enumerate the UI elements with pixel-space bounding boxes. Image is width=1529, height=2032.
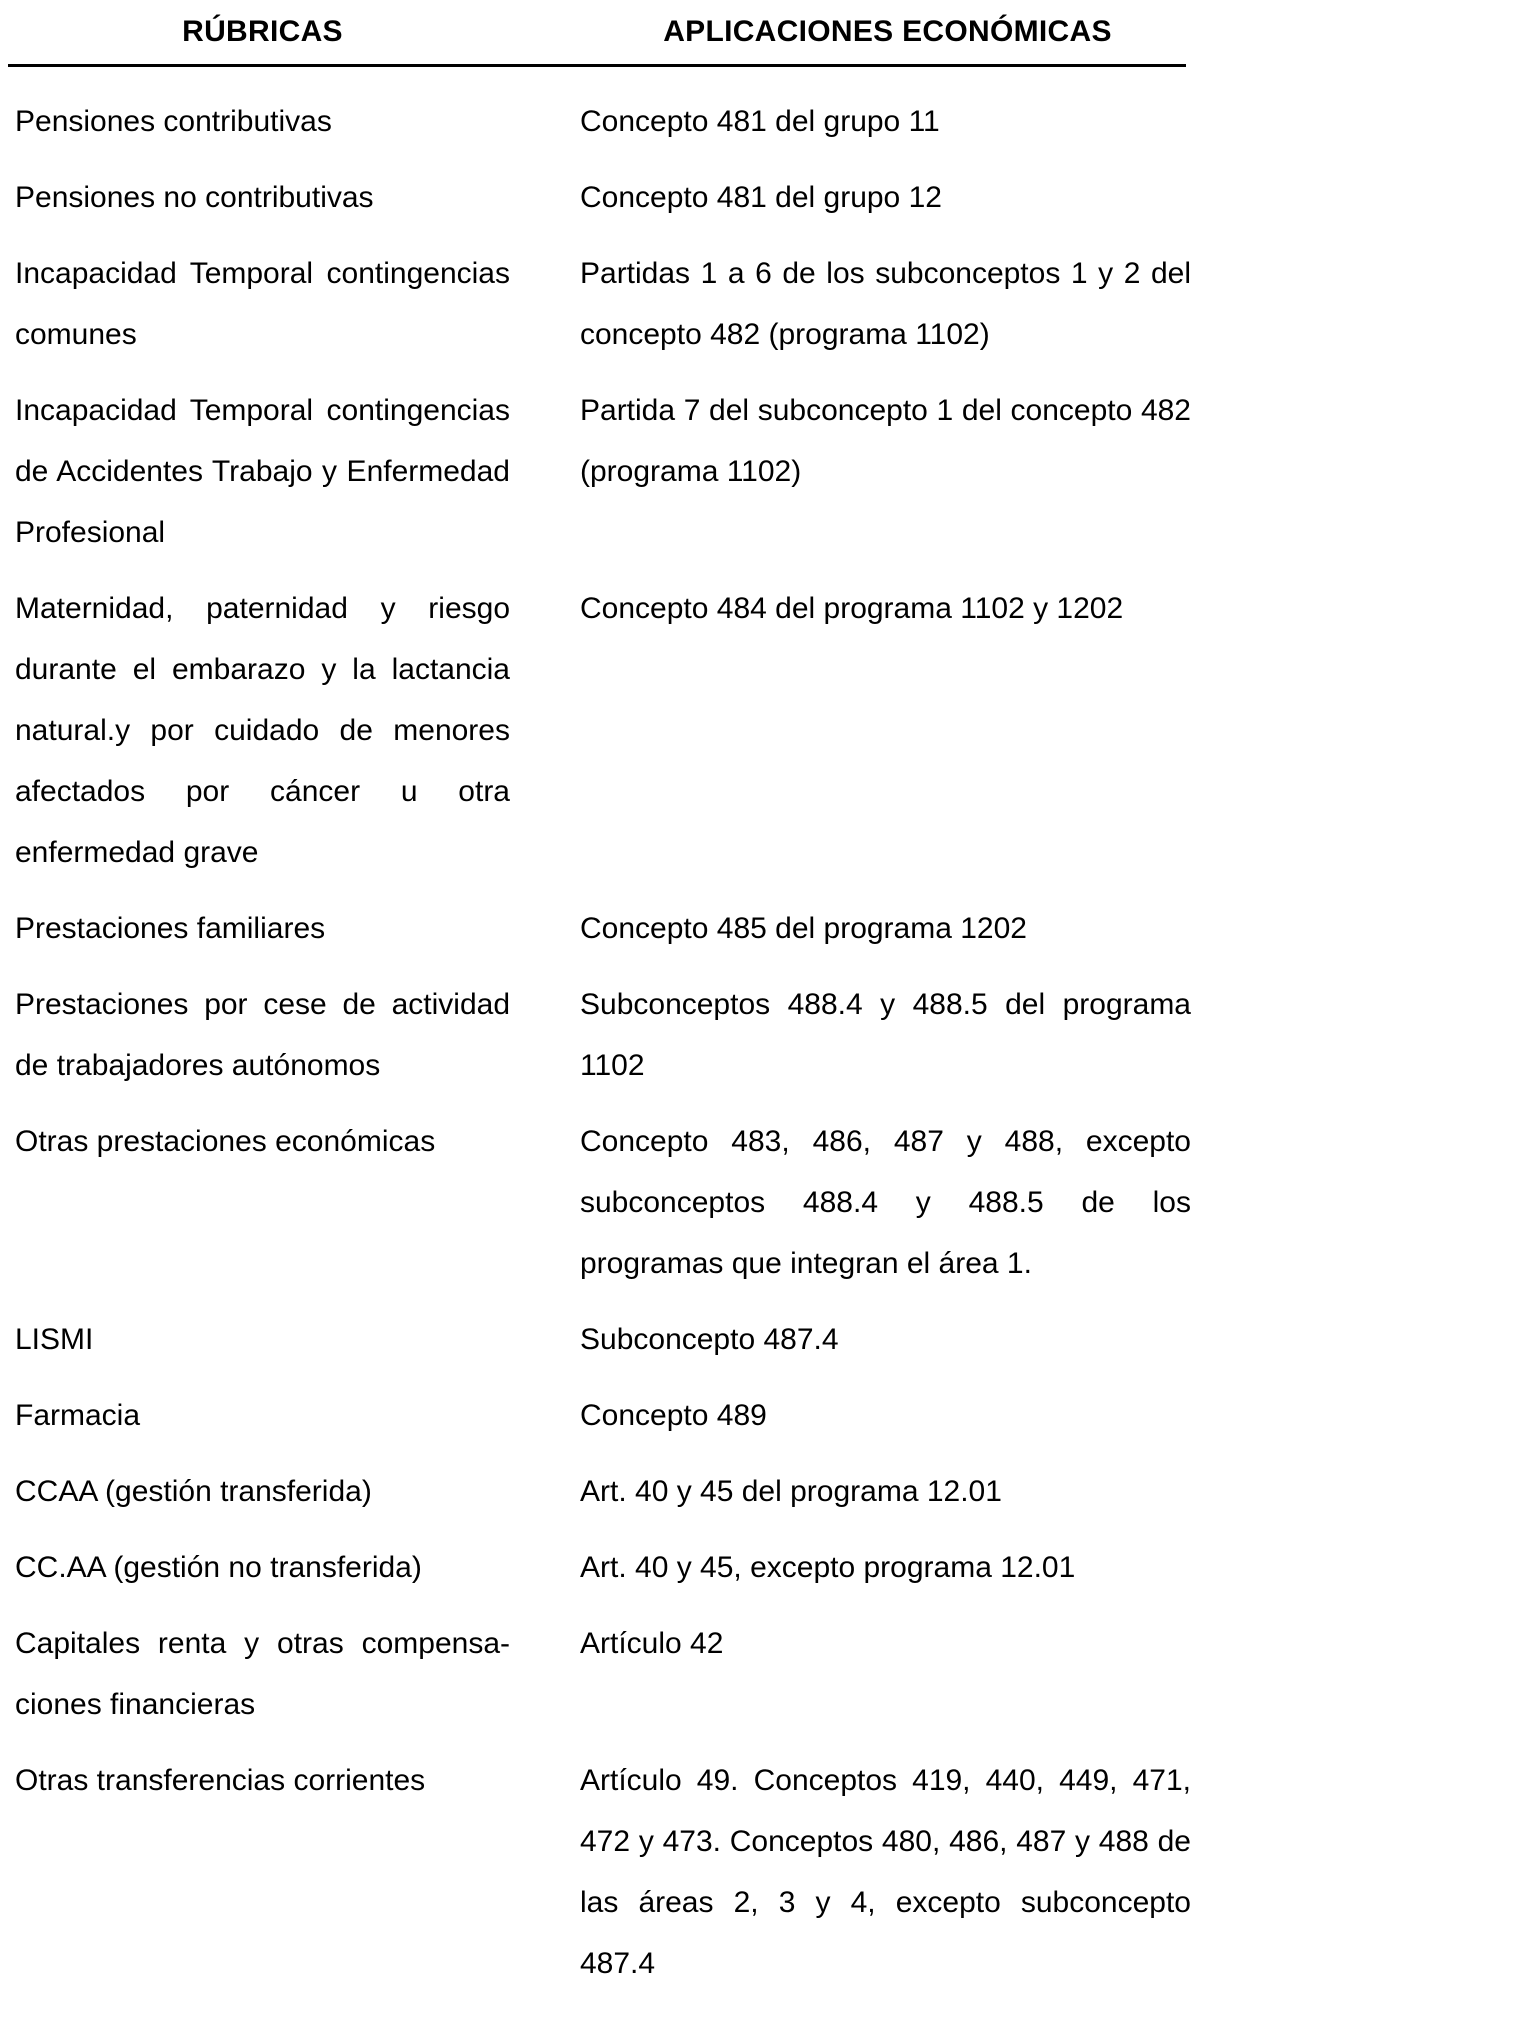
table-row (15, 1537, 1200, 1598)
aplicacion-cell: Concepto 481 del grupo 11 (580, 105, 940, 138)
rubrica-cell: LISMI (15, 1323, 94, 1356)
table-row (15, 91, 1200, 152)
rubrica-cell: Incapacidad Temporal contingencias comunes (15, 257, 510, 351)
rubrica-cell: Prestaciones familiares (15, 912, 326, 945)
aplicacion-cell: Artículo 42 (580, 1627, 724, 1660)
aplicacion-cell: Concepto 484 del programa 1102 y 1202 (580, 592, 1124, 625)
table-row (15, 167, 1200, 228)
aplicacion-cell: Concepto 481 del grupo 12 (580, 181, 942, 214)
rubrica-cell: Otras prestaciones económicas (15, 1125, 436, 1158)
table-row (15, 974, 1200, 1096)
rubrica-cell: Prestaciones por cese de actividad de trabajadores autónomos (15, 988, 510, 1082)
aplicacion-cell: Subconcepto 487.4 (580, 1323, 839, 1356)
table-row (15, 380, 1200, 563)
rubrica-cell: Capitales renta y otras compensa-ciones financieras (15, 1627, 510, 1721)
table-row (15, 1111, 1200, 1294)
header-aplicaciones: APLICACIONES ECONÓMICAS (663, 15, 1112, 48)
rubrica-cell: CCAA (gestión transferida) (15, 1475, 372, 1508)
rubrica-cell: Pensiones no contributivas (15, 181, 374, 214)
aplicacion-cell: Concepto 485 del programa 1202 (580, 912, 1027, 945)
table-row (15, 898, 1200, 959)
table-row (15, 1613, 1200, 1735)
table-row (15, 578, 1200, 883)
rubrica-cell: Maternidad, paternidad y riesgo durante el embarazo y la lactancia natural.y por cuidado de menores afectados por cáncer u otra enfermedad grave (15, 592, 510, 869)
table-row (15, 1461, 1200, 1522)
aplicacion-cell: Art. 40 y 45 del programa 12.01 (580, 1475, 1002, 1508)
table-row (15, 1750, 1200, 1994)
rubrica-cell: Incapacidad Temporal contingencias de Accidentes Trabajo y Enfermedad Profesional (15, 394, 510, 549)
header-rubricas: RÚBRICAS (182, 15, 343, 48)
aplicacion-cell: Art. 40 y 45, excepto programa 12.01 (580, 1551, 1076, 1584)
aplicacion-cell: Partida 7 del subconcepto 1 del concepto 482 (programa 1102) (580, 394, 1191, 488)
aplicacion-cell: Concepto 489 (580, 1399, 767, 1432)
rubrica-cell: Pensiones contributivas (15, 105, 332, 138)
table-row (15, 1309, 1200, 1370)
rubrica-cell: Otras transferencias corrientes (15, 1764, 426, 1797)
table-row (15, 243, 1200, 365)
aplicacion-cell: Subconceptos 488.4 y 488.5 del programa 1102 (580, 988, 1191, 1082)
header-divider (8, 64, 1186, 67)
rubrica-cell: Farmacia (15, 1399, 141, 1432)
aplicacion-cell: Artículo 49. Conceptos 419, 440, 449, 471, 472 y 473. Conceptos 480, 486, 487 y 488 de las áreas 2, 3 y 4, excepto subconcepto 487.4 (580, 1764, 1191, 1980)
aplicacion-cell: Concepto 483, 486, 487 y 488, excepto subconceptos 488.4 y 488.5 de los programas que integran el área 1. (580, 1125, 1191, 1280)
aplicacion-cell: Partidas 1 a 6 de los subconceptos 1 y 2 del concepto 482 (programa 1102) (580, 257, 1191, 351)
table-header (15, 12, 1200, 52)
table-row (15, 1385, 1200, 1446)
rubrica-cell: CC.AA (gestión no transferida) (15, 1551, 422, 1584)
